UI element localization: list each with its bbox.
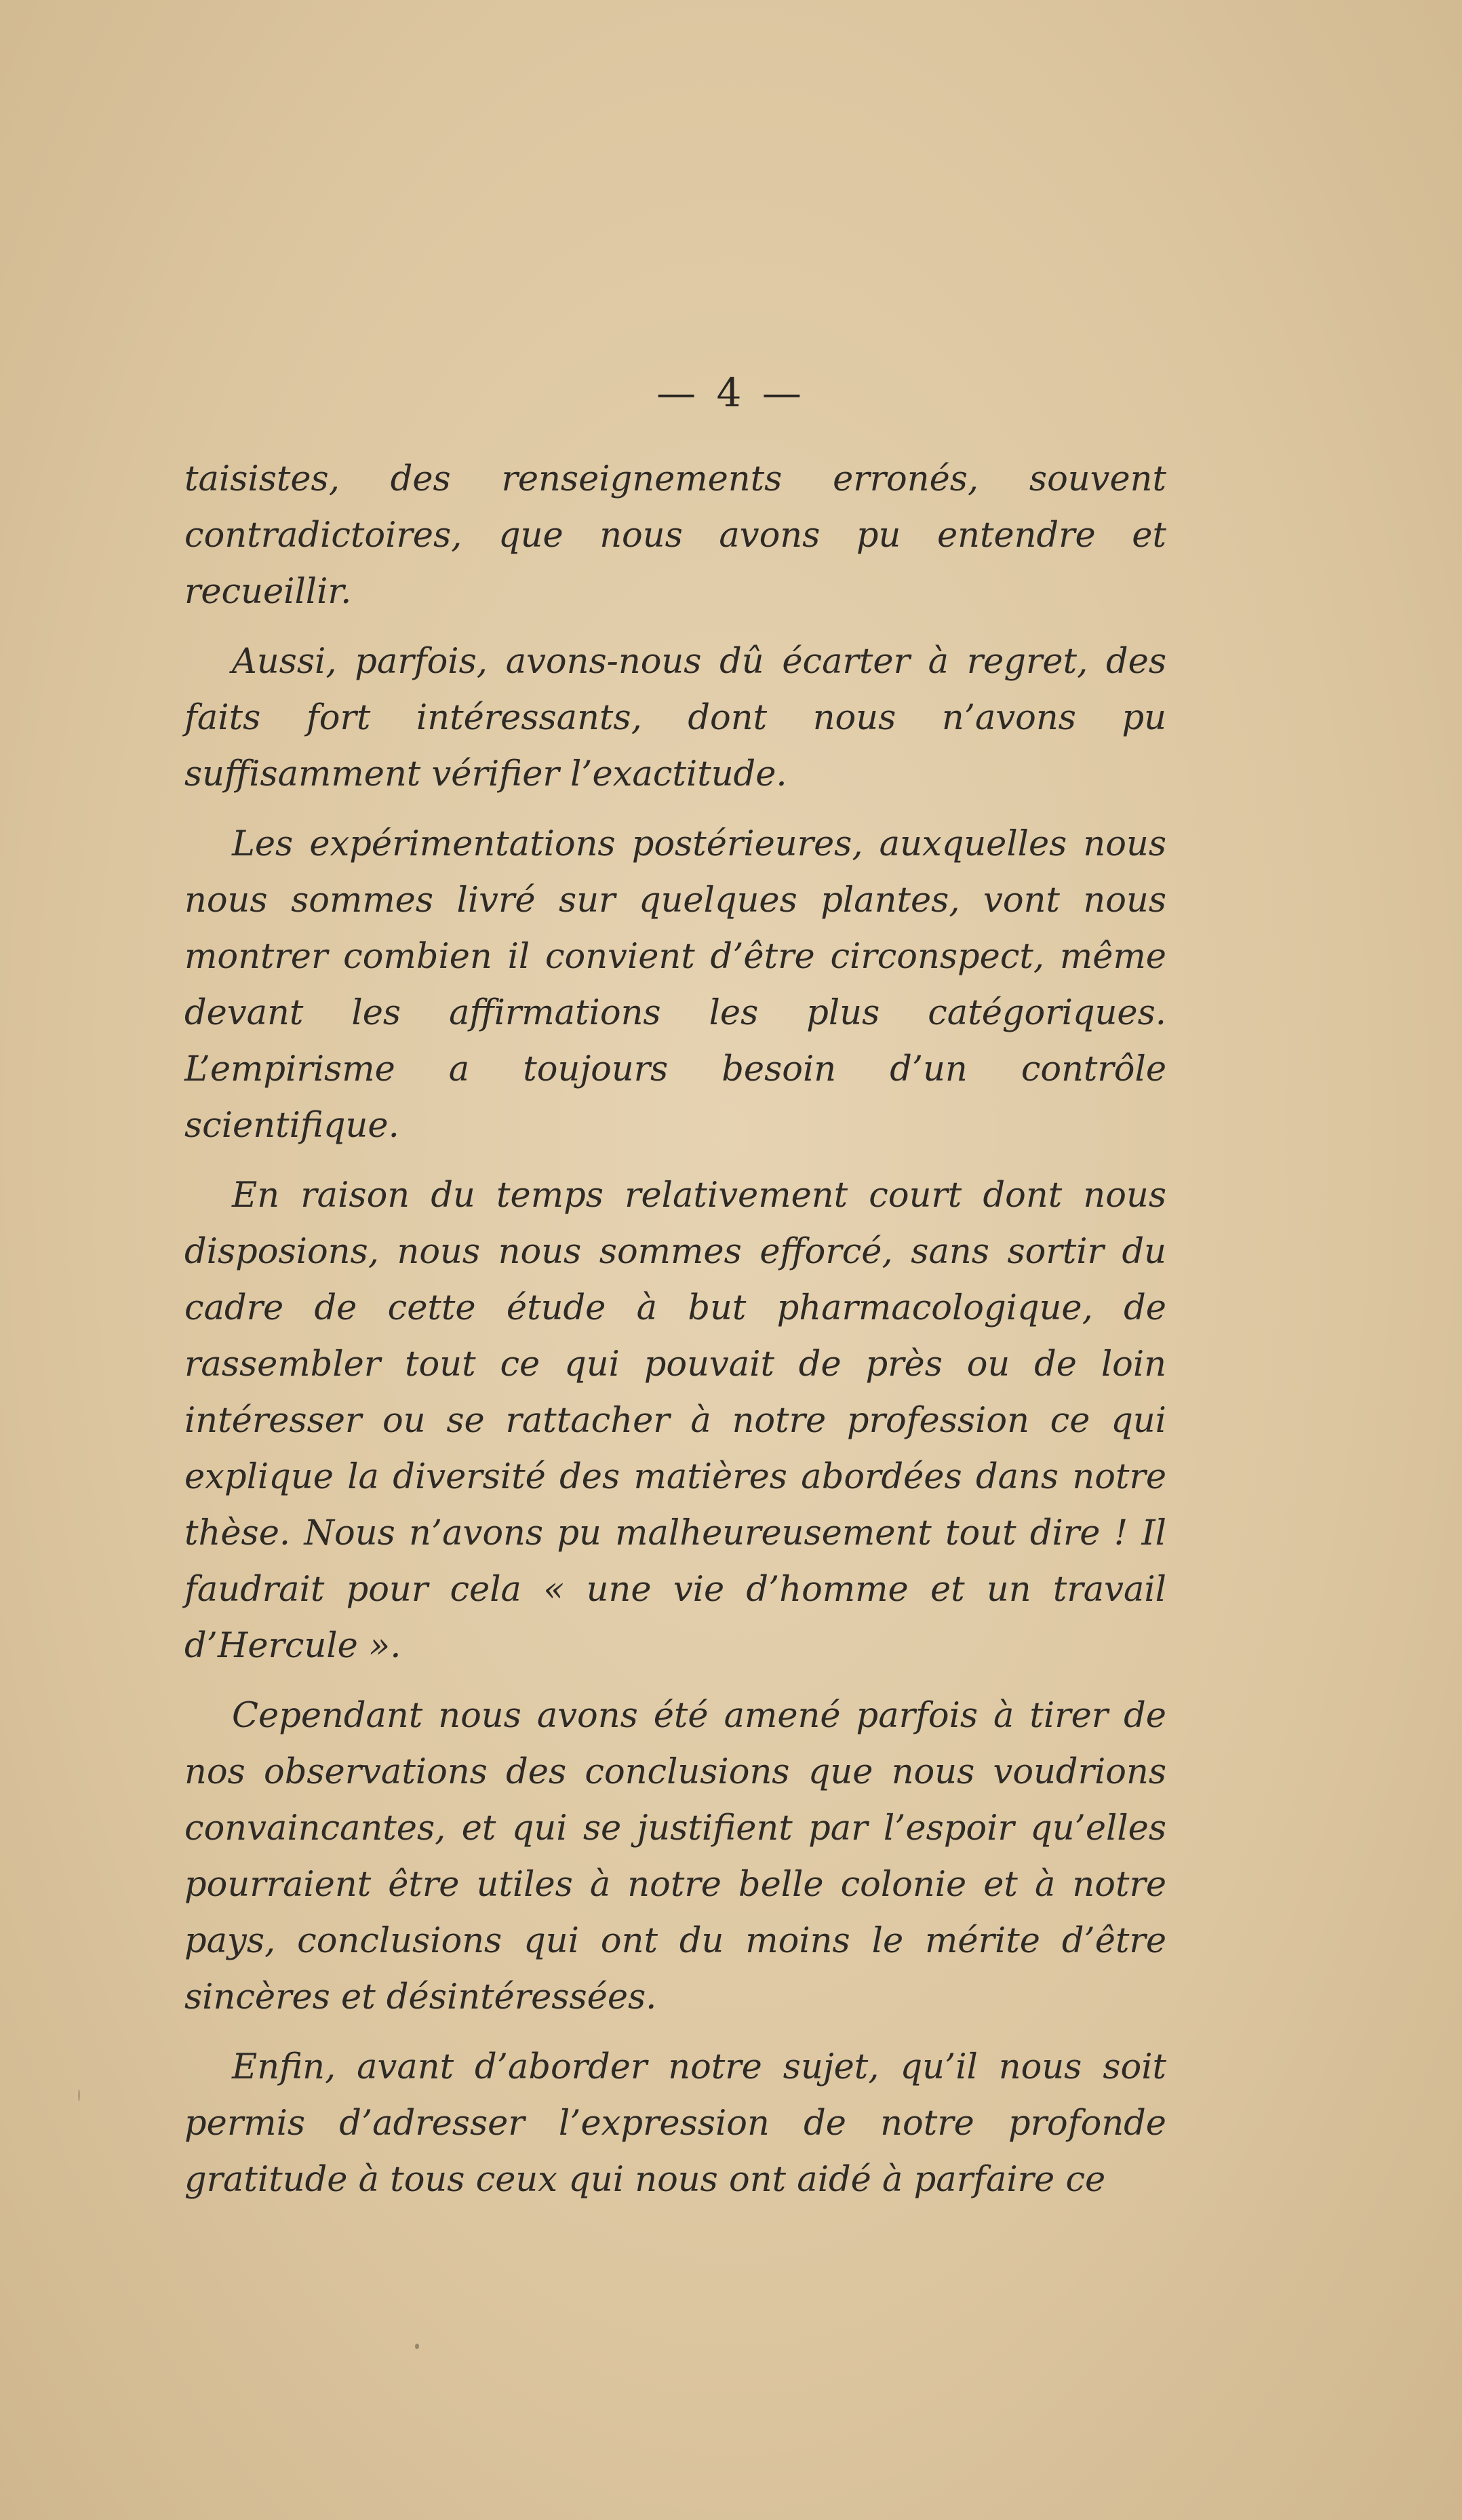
paragraph-5: Cependant nous avons été amené parfois à tirer de nos observations des conclusions que nous voudrions convaincantes, et qui se justifient par l’espoir qu’elles pourraient être utiles à notre belle colonie et à notre pays, conclusions qui ont du moins le mérite d’être sincères et désintéressées. [184,1696,1166,2017]
paragraph-4: En raison du temps relativement court dont nous disposions, nous nous sommes efforcé, sans sortir du cadre de cette étude à but pharmacologique, de rassembler tout ce qui pouvait de près ou de loin intéresser ou se rattacher à notre profession ce qui explique la diversité des matières abordées dans notre thèse. Nous n’avons pu malheureusement tout dire ! Il faudrait pour cela « une vie d’homme et un travail d’Hercule ». [184,1176,1166,1666]
paragraph-3: Les expérimentations postérieures, auxquelles nous nous sommes livré sur quelques plantes, vont nous montrer combien il convient d’être circonspect, même devant les affirmations les plus catégoriques. L’empirisme a toujours besoin d’un contrôle scientifique. [184,824,1166,1146]
paper-speck [78,2089,80,2101]
paper-speck [415,2344,419,2349]
paragraph-1: taisistes, des renseignements erronés, souvent contradictoires, que nous avons pu entendre et recueillir. [184,459,1166,612]
paragraph-6: Enfin, avant d’aborder notre sujet, qu’il nous soit permis d’adresser l’expression de notre profonde gratitude à tous ceux qui nous ont aidé à parfaire ce [184,2047,1166,2200]
paragraph-2: Aussi, parfois, avons-nous dû écarter à regret, des faits fort intéressants, dont nous n’avons pu suffisamment vérifier l’exactitude. [184,642,1166,794]
page-number: — 4 — [656,370,806,416]
body-text [184,451,1166,2222]
